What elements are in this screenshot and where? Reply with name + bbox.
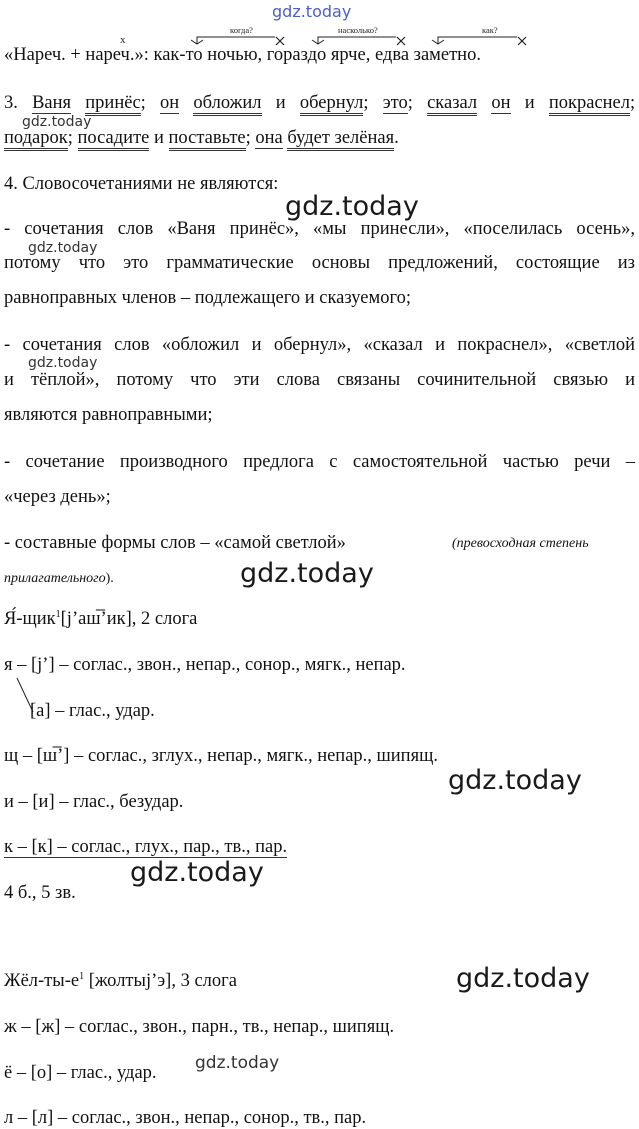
phrase-1: как-то ночью, <box>153 45 263 65</box>
bullet-4-note-2: прилагательного <box>4 571 106 586</box>
separator: ; <box>630 93 636 113</box>
word-1-total: 4 б., 5 зв. <box>4 883 76 903</box>
bullet-1-line-3: равноправных членов – подлежащего и сказуемого; <box>4 288 411 308</box>
predicate-postavte: поставьте <box>169 128 246 151</box>
word-1-row-3: щ – [ш̅’] – соглас., зглух., непар., мягк., непар., шипящ. <box>4 746 438 766</box>
bullet-4-note: (превосходная степень <box>452 536 589 551</box>
bullet-3-line-1: - сочетание производного предлога с самостоятельной частью речи – <box>4 452 635 472</box>
predicate-obernul: обернул <box>300 93 363 116</box>
watermark-big: gdz.today <box>456 963 590 994</box>
word-2-row-2: ё – [о] – глас., удар. <box>4 1063 157 1083</box>
separator: ; <box>67 128 73 148</box>
watermark-small: gdz.today <box>195 1053 280 1073</box>
word-1-row-4: и – [и] – глас., безудар. <box>4 792 184 812</box>
word-2-footnote: 1 <box>79 970 85 982</box>
predicate-pokrasnel: покраснел <box>549 93 630 116</box>
word-1-row-2: [а] – глас., удар. <box>30 701 155 721</box>
predicate-podarok: подарок <box>4 128 68 151</box>
separator: ; <box>245 128 251 148</box>
phrase-3: едва заметно. <box>374 45 481 65</box>
separator: ; <box>363 93 369 113</box>
phrase-2: гораздо ярче, <box>266 45 371 65</box>
section-3-number: 3. <box>4 93 18 113</box>
word-1-footnote: 1 <box>55 608 61 620</box>
question-label-3: как? <box>482 25 498 35</box>
conj-i: и <box>524 93 535 113</box>
bullet-2-line-2: и тёплой», потому что эти слова связаны сочинительной связью и <box>4 370 635 390</box>
subject-ona: она <box>255 128 283 148</box>
predicate-prines: принёс <box>85 93 140 116</box>
bullet-4-text: - составные формы слов – «самой светлой» <box>4 533 346 553</box>
subject-vanya: Ваня <box>32 93 72 113</box>
bullet-4-end: ). <box>105 571 114 586</box>
word-1-syllables: Я́-щик <box>4 609 56 629</box>
watermark-big: gdz.today <box>240 558 374 589</box>
conj-i: и <box>154 128 164 148</box>
predicate-skazal: сказал <box>427 93 477 116</box>
bullet-1-line-2: потому что это грамматические основы предложений, состоящие из <box>4 253 635 273</box>
bullet-3-line-2: «через день»; <box>4 487 111 507</box>
conj-i: и <box>275 93 286 113</box>
separator: ; <box>407 93 413 113</box>
predicate-budet-zelenaya: будет зелёная <box>287 128 394 151</box>
bullet-2-line-3: являются равноправными; <box>4 405 213 425</box>
watermark-small: gdz.today <box>28 240 98 256</box>
watermark-small: gdz.today <box>22 114 92 130</box>
question-label-2: насколько? <box>338 25 378 35</box>
word-2-heading <box>4 970 635 992</box>
word-2-row-1: ж – [ж] – соглас., звон., парн., тв., непар., шипящ. <box>4 1017 395 1037</box>
x-mark-top: x <box>120 34 126 46</box>
predicate-oblozhil: обложил <box>193 93 261 116</box>
phrase-type-label: «Нареч. + нареч.»: <box>4 45 149 65</box>
separator: ; <box>140 93 146 113</box>
subject-eto: это <box>382 93 408 113</box>
watermark-small: gdz.today <box>28 355 98 371</box>
bullet-2-line-1: - сочетания слов «обложил и обернул», «сказал и покраснел», «светлой <box>4 335 635 355</box>
watermark-top: gdz.today <box>272 2 352 21</box>
subject-on: он <box>160 93 180 113</box>
word-2-transcription: [жолтыj’э], 3 слога <box>88 971 237 991</box>
word-2-syllables: Жёл-ты-е <box>4 971 80 991</box>
bullet-1-line-1: - сочетания слов «Ваня принёс», «мы принесли», «поселилась осень», <box>4 219 635 239</box>
watermark-big: gdz.today <box>285 191 419 222</box>
subject-on-2: он <box>491 93 511 113</box>
word-1-row-5 <box>4 836 635 858</box>
word-1-transcription: [j’аш̅’ик], 2 слога <box>60 609 198 629</box>
predicate-posadite: посадите <box>78 128 150 151</box>
section-4-heading: 4. Словосочетаниями не являются: <box>4 174 279 194</box>
period: . <box>394 128 399 148</box>
word-2-row-3: л – [л] – соглас., звон., непар., сонор., тв., пар. <box>4 1108 367 1128</box>
watermark-big: gdz.today <box>448 765 582 796</box>
question-label-1: когда? <box>230 25 253 35</box>
word-1-row-1: я – [j’] – соглас., звон., непар., сонор., мягк., непар. <box>4 655 406 675</box>
word-1-row-5-text: к – [к] – соглас., глух., пар., тв., пар. <box>4 837 288 857</box>
watermark-big: gdz.today <box>130 857 264 888</box>
